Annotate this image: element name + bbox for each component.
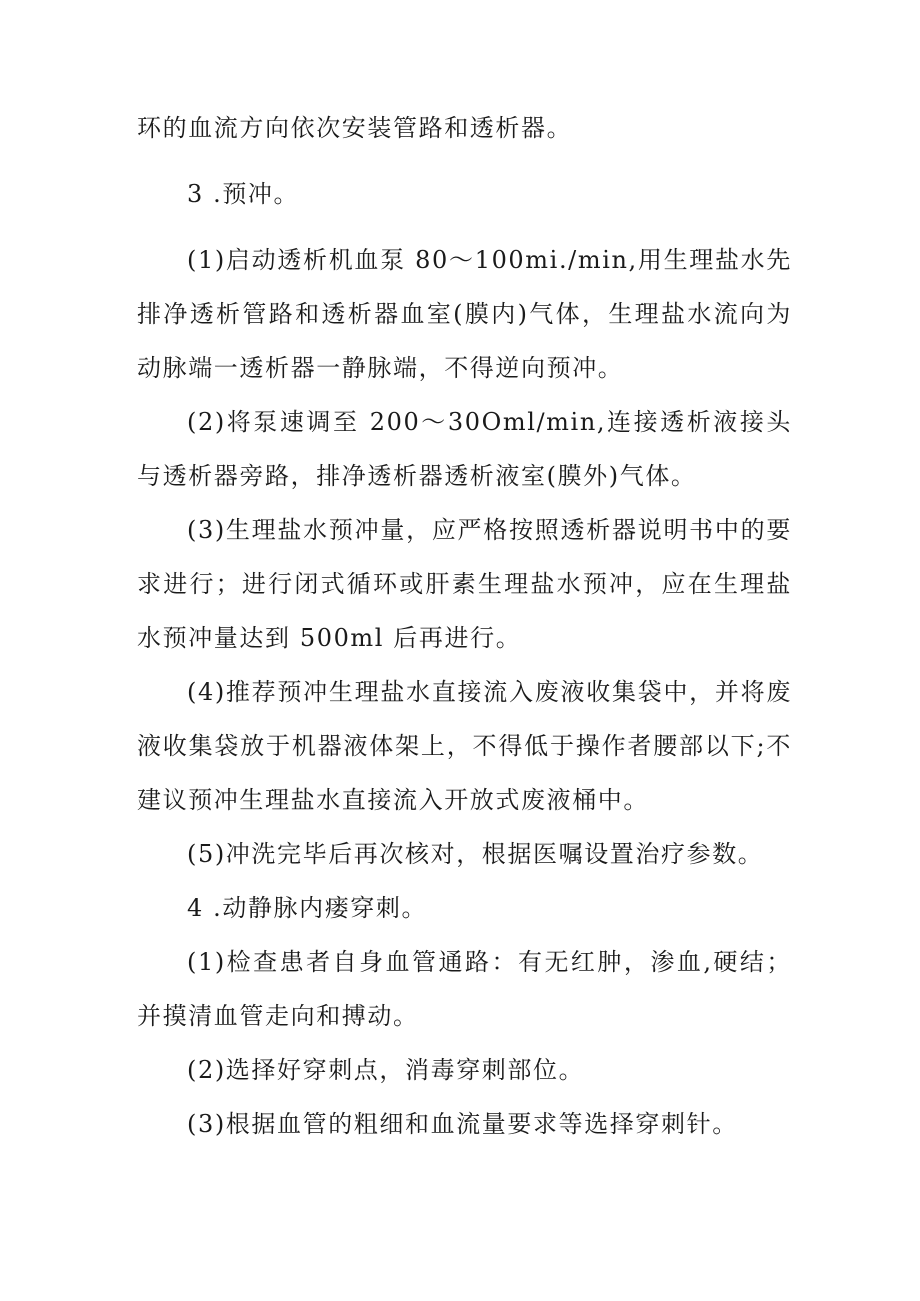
paragraph-puncture-step-3: (3)根据血管的粗细和血流量要求等选择穿刺针。 — [187, 1110, 738, 1138]
paragraph-priming-step-4: (4)推荐预冲生理盐水直接流入废液收集袋中，并将废液收集袋放于机器液体架上，不得低于操作者腰部以下;不建议预冲生理盐水直接流入开放式废液桶中。 — [137, 678, 792, 814]
paragraph-priming-step-2: (2)将泵速调至 200～30Oml∕min,连接透析液接头与透析器旁路，排净透析器透析液室(膜外)气体。 — [137, 408, 792, 490]
paragraph-priming-step-5: (5)冲洗完毕后再次核对，根据医嘱设置治疗参数。 — [187, 840, 764, 868]
paragraph-priming-step-3: (3)生理盐水预冲量，应严格按照透析器说明书中的要求进行；进行闭式循环或肝素生理盐水预冲，应在生理盐水预冲量达到 500ml 后再进行。 — [137, 516, 792, 652]
paragraph-puncture-step-1: (1)检查患者自身血管通路：有无红肿，渗血,硬结；并摸清血管走向和搏动。 — [137, 948, 792, 1030]
paragraph-priming-step-1: (1)启动透析机血泵 80～100mi./min,用生理盐水先排净透析管路和透析器血室(膜内)气体，生理盐水流向为动脉端一透析器一静脉端，不得逆向预冲。 — [137, 246, 792, 382]
document-body — [137, 101, 792, 1151]
section-heading-fistula-puncture: 4 .动静脉内瘘穿刺。 — [187, 894, 428, 922]
paragraph-puncture-step-2: (2)选择好穿刺点，消毒穿刺部位。 — [187, 1056, 585, 1084]
paragraph-continuation: 环的血流方向依次安装管路和透析器。 — [137, 114, 573, 142]
section-heading-priming: 3 .预冲。 — [187, 180, 300, 208]
